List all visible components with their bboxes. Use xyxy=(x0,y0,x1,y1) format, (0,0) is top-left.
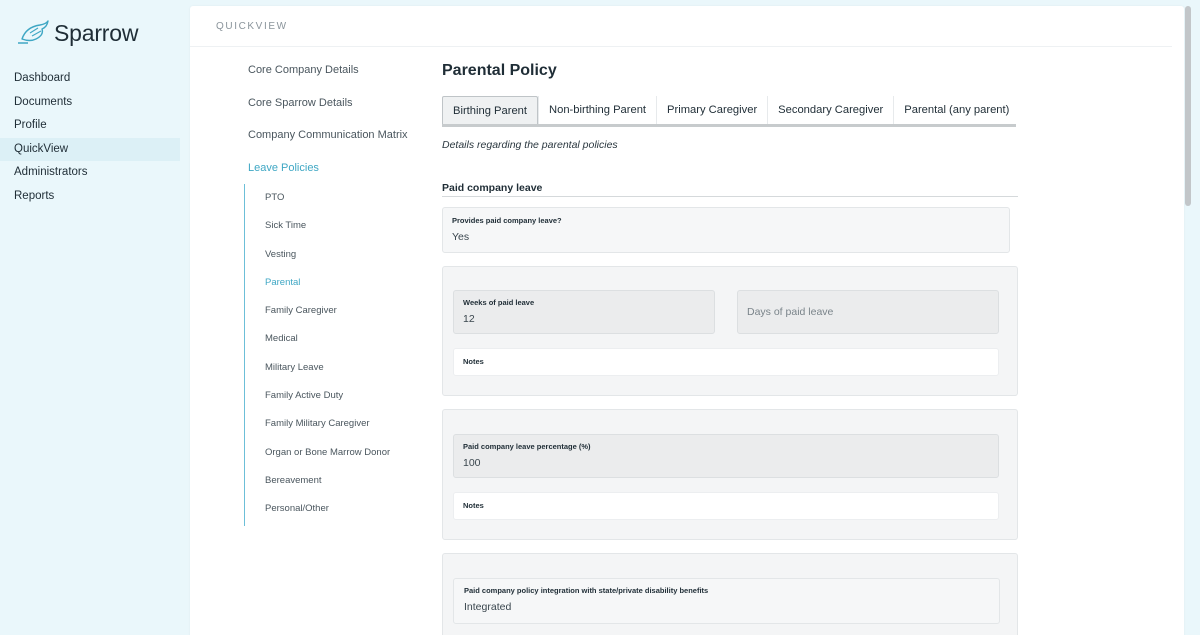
leave-policies-list xyxy=(244,184,414,526)
disability-integration-field[interactable] xyxy=(453,578,1000,624)
leave-item-parental[interactable]: Parental xyxy=(265,276,301,288)
logo[interactable] xyxy=(16,18,138,48)
provides-paid-leave-value: Yes xyxy=(452,231,470,243)
subnav-item-core-company-details[interactable]: Core Company Details xyxy=(248,64,359,76)
leave-item-organ-donor[interactable]: Organ or Bone Marrow Donor xyxy=(265,446,391,458)
paid-leave-percentage-group xyxy=(442,409,1018,540)
disability-integration-value: Integrated xyxy=(464,601,512,613)
nav-item-administrators[interactable]: Administrators xyxy=(14,166,88,179)
disability-integration-group xyxy=(442,553,1018,635)
tab-description: Details regarding the parental policies xyxy=(442,139,618,151)
days-of-paid-leave-placeholder: Days of paid leave xyxy=(747,306,834,318)
tab-birthing-parent[interactable]: Birthing Parent xyxy=(442,96,538,124)
sidebar xyxy=(0,0,180,635)
tab-secondary-caregiver[interactable]: Secondary Caregiver xyxy=(767,96,893,124)
main-panel xyxy=(190,6,1184,635)
nav-item-dashboard[interactable]: Dashboard xyxy=(14,72,71,84)
header-divider xyxy=(190,46,1172,47)
leave-item-family-active-duty[interactable]: Family Active Duty xyxy=(265,390,344,402)
leave-item-pto[interactable]: PTO xyxy=(265,192,285,203)
leave-item-sick-time[interactable]: Sick Time xyxy=(265,220,307,232)
panel-header: QUICKVIEW xyxy=(216,21,288,32)
nav-item-documents[interactable]: Documents xyxy=(14,95,73,108)
main-nav xyxy=(0,67,180,209)
policy-tabs xyxy=(442,96,1016,127)
days-of-paid-leave-field[interactable] xyxy=(737,290,999,334)
nav-item-profile[interactable]: Profile xyxy=(14,119,47,132)
section-divider xyxy=(442,196,1018,197)
weeks-of-paid-leave-value: 12 xyxy=(463,313,475,325)
provides-paid-leave-field[interactable] xyxy=(442,207,1010,253)
section-title: Paid company leave xyxy=(442,182,543,194)
notes-field-2[interactable] xyxy=(453,492,999,520)
sparrow-logo-icon xyxy=(16,19,50,47)
paid-leave-duration-group xyxy=(442,266,1018,396)
weeks-of-paid-leave-field[interactable] xyxy=(453,290,715,334)
leave-item-personal-other[interactable]: Personal/Other xyxy=(265,503,329,515)
leave-item-bereavement[interactable]: Bereavement xyxy=(265,474,322,486)
leave-item-military-leave[interactable]: Military Leave xyxy=(265,361,324,373)
notes-label-1: Notes xyxy=(463,357,484,366)
nav-item-quickview[interactable]: QuickView xyxy=(0,138,180,162)
quickview-subnav xyxy=(248,61,428,191)
tab-parental-any-parent[interactable]: Parental (any parent) xyxy=(893,96,1019,124)
notes-label-2: Notes xyxy=(463,501,484,510)
leave-item-vesting[interactable]: Vesting xyxy=(265,248,297,260)
policy-content xyxy=(442,62,1018,613)
leave-item-family-caregiver[interactable]: Family Caregiver xyxy=(265,305,337,317)
leave-item-family-military-caregiver[interactable]: Family Military Caregiver xyxy=(265,418,370,430)
page-scrollbar[interactable] xyxy=(1185,6,1191,206)
tab-non-birthing-parent[interactable]: Non-birthing Parent xyxy=(538,96,656,124)
disability-integration-label: Paid company policy integration with state/private disability benefits xyxy=(464,586,709,595)
tab-primary-caregiver[interactable]: Primary Caregiver xyxy=(656,96,767,124)
leave-item-medical[interactable]: Medical xyxy=(265,333,298,345)
subnav-item-leave-policies[interactable]: Leave Policies xyxy=(248,161,319,174)
leave-percentage-value: 100 xyxy=(463,457,481,469)
provides-paid-leave-label: Provides paid company leave? xyxy=(452,216,562,225)
subnav-item-communication-matrix[interactable]: Company Communication Matrix xyxy=(248,129,408,141)
leave-percentage-field[interactable] xyxy=(453,434,999,478)
leave-percentage-label: Paid company leave percentage (%) xyxy=(463,442,591,451)
notes-field-1[interactable] xyxy=(453,348,999,376)
nav-item-reports[interactable]: Reports xyxy=(14,189,55,202)
app-name: Sparrow xyxy=(54,19,139,46)
subnav-item-core-sparrow-details[interactable]: Core Sparrow Details xyxy=(248,96,353,109)
weeks-of-paid-leave-label: Weeks of paid leave xyxy=(463,298,535,307)
page-title: Parental Policy xyxy=(442,62,557,79)
